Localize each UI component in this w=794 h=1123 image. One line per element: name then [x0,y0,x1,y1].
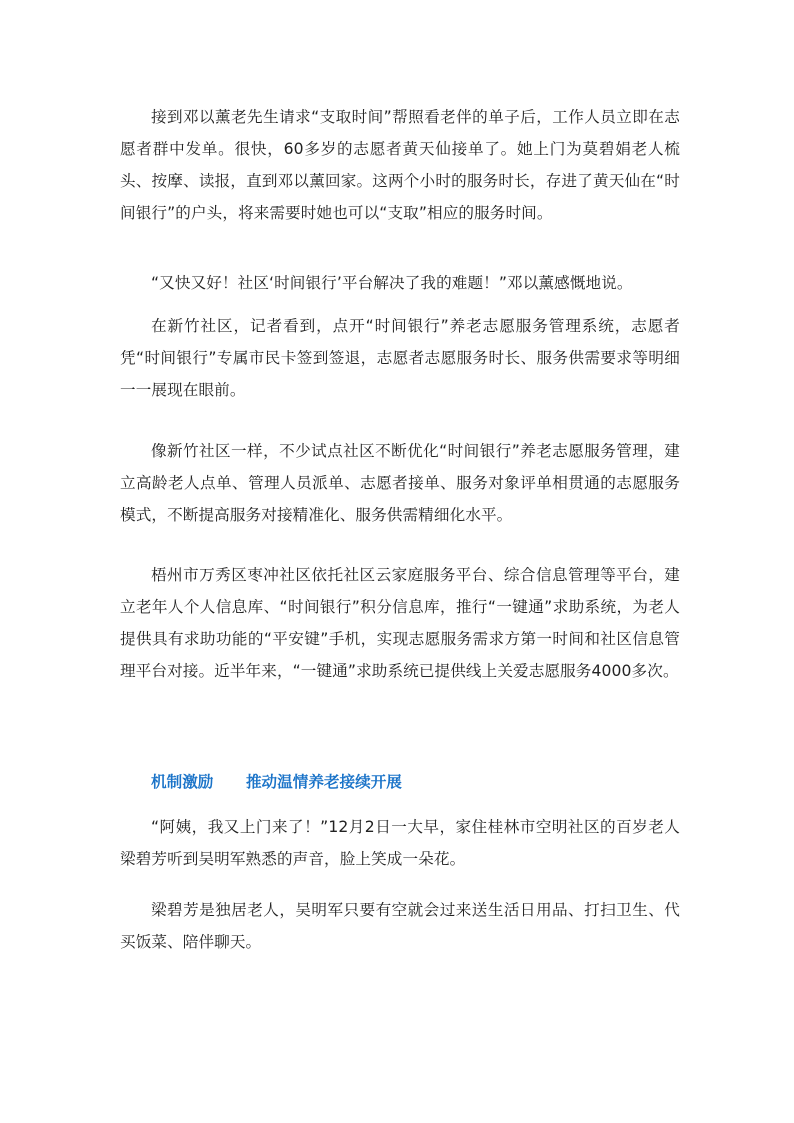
paragraph: “又快又好！社区‘时间银行’平台解决了我的难题！”邓以薰感慨地说。 [151,274,633,292]
section-heading: 机制激励 推动温情养老接续开展 [151,773,402,791]
paragraph: 梁碧芳是独居老人，吴明军只要有空就会过来送生活日用品、打扫卫生、代买饭菜、陪伴聊天。 [120,901,680,951]
paragraph: 在新竹社区，记者看到，点开“时间银行”养老志愿服务管理系统，志愿者凭“时间银行”专属市民卡签到签退，志愿者志愿服务时长、服务供需要求等明细一一展现在眼前。 [120,317,680,399]
paragraph: 梧州市万秀区枣冲社区依托社区云家庭服务平台、综合信息管理等平台，建立老年人个人信息库、“时间银行”积分信息库，推行“一键通”求助系统，为老人提供具有求助功能的“平安键”手机，实现志愿服务需求方第一时间和社区信息管理平台对接。近半年来，“一键通”求助系统已提供线上关爱志愿服务4000多次。 [120,566,680,680]
paragraph: “阿姨，我又上门来了！”12月2日一大早，家住桂林市空明社区的百岁老人梁碧芳听到吴明军熟悉的声音，脸上笑成一朵花。 [120,818,680,868]
paragraph: 接到邓以薰老先生请求“支取时间”帮照看老伴的单子后，工作人员立即在志愿者群中发单。很快，60多岁的志愿者黄天仙接单了。她上门为莫碧娟老人梳头、按摩、读报，直到邓以薰回家。这两个小时的服务时长，存进了黄天仙在“时间银行”的户头，将来需要时她也可以“支取”相应的服务时间。 [120,108,680,222]
paragraph: 像新竹社区一样，不少试点社区不断优化“时间银行”养老志愿服务管理，建立高龄老人点单、管理人员派单、志愿者接单、服务对象评单相贯通的志愿服务模式，不断提高服务对接精准化、服务供需精细化水平。 [120,442,680,524]
